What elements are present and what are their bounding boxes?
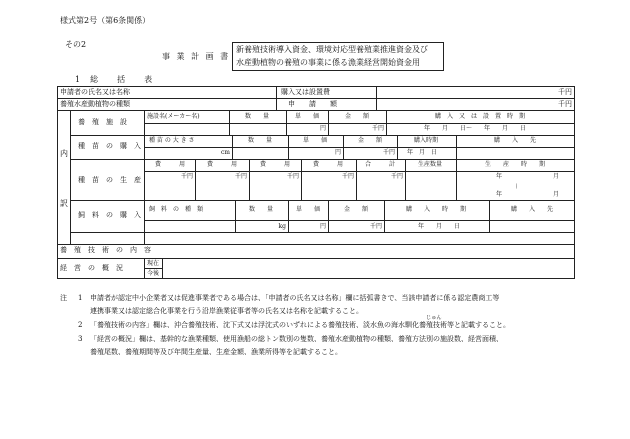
management-label: 経 営 の 概 況 (60, 264, 123, 272)
seed-production-label: 種 苗 の 生 産 (78, 176, 141, 184)
col-line (301, 159, 302, 200)
feed-date: 年 月 日 (418, 223, 461, 230)
col-line (235, 200, 236, 232)
production-unit-4: 千円 (341, 173, 354, 180)
col-line (386, 110, 387, 135)
facility-period: 年 月 日～ 年 月 日 (424, 125, 527, 132)
row-line (144, 268, 162, 269)
note-2-text: 「養殖技術の内容」欄は、沖合養殖技術、沈下式又は浮沈式のいずれによる養殖技術、淡水魚の海水馴化養殖技術等と記載すること。 (90, 321, 510, 329)
note-3-line-1: 「経営の概況」欄は、基幹的な漁業種類、使用漁船の総トン数別の隻数、養殖水産動植物の種類、養殖方法別の施設数、経営面積、 (90, 335, 503, 343)
facility-header-price: 単 価 (294, 113, 320, 120)
seed-header-supplier: 購 入 先 (493, 137, 537, 144)
col-line (456, 159, 457, 200)
col-line (405, 159, 406, 200)
col-line (70, 110, 71, 244)
feed-header-date: 購 入 時 期 (405, 206, 467, 213)
production-end-month: 月 (553, 191, 560, 198)
col-line (249, 159, 250, 200)
production-header-period: 生 産 時 期 (484, 161, 546, 168)
col-line (489, 200, 490, 232)
facility-amount-unit: 千円 (371, 125, 384, 132)
col-line (144, 258, 145, 279)
col-line (328, 110, 329, 135)
note-2-ruby: じゅん (426, 315, 442, 321)
row-line (70, 200, 575, 201)
form-subnumber: その2 (65, 40, 87, 49)
tech-label: 養 殖 技 術 の 内 容 (60, 246, 151, 254)
applicant-label: 申請者の氏名又は名称 (60, 88, 130, 96)
purchase-cost-unit: 千円 (558, 88, 572, 96)
facility-header-amount: 金 額 (344, 113, 370, 120)
col-line (376, 86, 377, 110)
note-3-line-2: 養殖尾数、養殖期間等及び年間生産量、生産金額、漁業所得等を記載すること。 (90, 348, 342, 356)
notes-marker: 注 (60, 294, 67, 302)
production-header-qty: 生産数量 (417, 161, 443, 168)
note-2-number: 2 (78, 321, 83, 329)
seed-header-amount: 金 額 (357, 137, 383, 144)
facility-header-qty: 数 量 (244, 113, 270, 120)
row-line (57, 244, 575, 245)
breakdown-label-upper: 内 (60, 149, 68, 158)
feed-header-qty: 数 量 (248, 206, 274, 213)
note-1-number: 1 (78, 294, 83, 302)
feed-qty-unit: kg (278, 223, 286, 230)
production-end-year: 年 (496, 191, 503, 198)
col-line (276, 86, 277, 110)
col-line (456, 135, 457, 159)
col-line (232, 135, 233, 159)
row-line (144, 147, 575, 148)
row-line (57, 110, 575, 111)
row-line (144, 123, 575, 124)
production-header-cost-4: 費 用 (312, 161, 344, 168)
form-number: 様式第2号（第6条関係） (60, 16, 151, 25)
production-header-cost-3: 費 用 (259, 161, 291, 168)
row-line (70, 159, 575, 160)
feed-purchase-label: 飼 料 の 購 入 (78, 211, 141, 219)
col-line (288, 200, 289, 232)
col-line (144, 110, 145, 244)
col-line (343, 135, 344, 159)
seed-purchase-label: 種 苗 の 購 入 (78, 142, 141, 150)
breakdown-label-lower: 訳 (60, 199, 68, 208)
note-1-line-1: 申請者が認定中小企業者又は促進事業者である場合は、「申請者の氏名又は名称」欄に括弧書きで、当該申請者に係る認定農商工等 (90, 294, 500, 302)
col-line (384, 200, 385, 232)
row-line (57, 98, 575, 99)
production-unit-total: 千円 (390, 173, 403, 180)
col-line (195, 159, 196, 200)
production-start-month: 月 (553, 173, 560, 180)
seed-header-size: 種 苗 の 大 き さ (149, 137, 195, 144)
seed-header-date: 購入時期 (413, 137, 439, 144)
production-unit-1: 千円 (180, 173, 193, 180)
row-line (70, 135, 575, 136)
production-unit-2: 千円 (234, 173, 247, 180)
col-line (162, 258, 163, 279)
production-unit-3: 千円 (286, 173, 299, 180)
facility-header-name: 施設名(メーカー名) (147, 113, 200, 120)
production-header-cost-1: 費 用 (154, 161, 186, 168)
note-3-number: 3 (78, 335, 83, 343)
management-now: 現在 (147, 260, 160, 267)
production-header-total: 合 計 (364, 161, 396, 168)
facility-header-period: 購 入 又 は 設 置 時 期 (434, 113, 526, 120)
seed-date: 年 月 日 (407, 149, 438, 156)
note-1-line-2: 連携事業又は認定総合化事業を行う沿岸漁業従事者等の氏名又は名称を記載すること。 (90, 307, 363, 315)
section-heading: 1 総 括 表 (75, 75, 154, 84)
requested-amount-label: 申 請 額 (288, 100, 337, 108)
document-title: 事 業 計 画 書 (162, 52, 231, 61)
production-start-year: 年 (496, 173, 503, 180)
feed-price-unit: 円 (319, 223, 326, 230)
row-line (144, 220, 575, 221)
facility-label: 養 殖 施 設 (78, 118, 127, 126)
feed-header-amount: 金 額 (343, 206, 369, 213)
col-line (288, 135, 289, 159)
requested-amount-unit: 千円 (558, 100, 572, 108)
title-box-line-1: 新養殖技術導入資金、環境対応型養殖業推進資金及び (236, 45, 428, 54)
col-line (397, 135, 398, 159)
management-future: 今後 (147, 270, 160, 277)
feed-header-supplier: 購 入 先 (510, 206, 554, 213)
col-line (356, 159, 357, 200)
row-line (144, 171, 575, 172)
seed-size-unit: cm (220, 149, 230, 156)
row-line (70, 232, 575, 233)
feed-header-type: 飼 料 の 種 類 (149, 206, 204, 213)
col-line (286, 110, 287, 135)
col-line (229, 110, 230, 135)
species-label: 養殖水産動植物の種類 (60, 100, 130, 108)
title-box-line-2: 水産動植物の養殖の事業に係る漁業経営開始資金用 (236, 58, 420, 67)
production-header-cost-2: 費 用 (206, 161, 238, 168)
feed-amount-unit: 千円 (369, 223, 382, 230)
purchase-cost-label: 購入又は設置費 (281, 88, 330, 96)
seed-header-qty: 数 量 (247, 137, 273, 144)
seed-header-price: 単 価 (302, 137, 328, 144)
feed-header-price: 単 価 (295, 206, 321, 213)
seed-amount-unit: 千円 (382, 149, 395, 156)
col-line (328, 200, 329, 232)
seed-price-unit: 円 (334, 149, 341, 156)
row-line (57, 258, 575, 259)
facility-price-unit: 円 (319, 125, 326, 132)
production-tilde: ～ (512, 182, 520, 190)
